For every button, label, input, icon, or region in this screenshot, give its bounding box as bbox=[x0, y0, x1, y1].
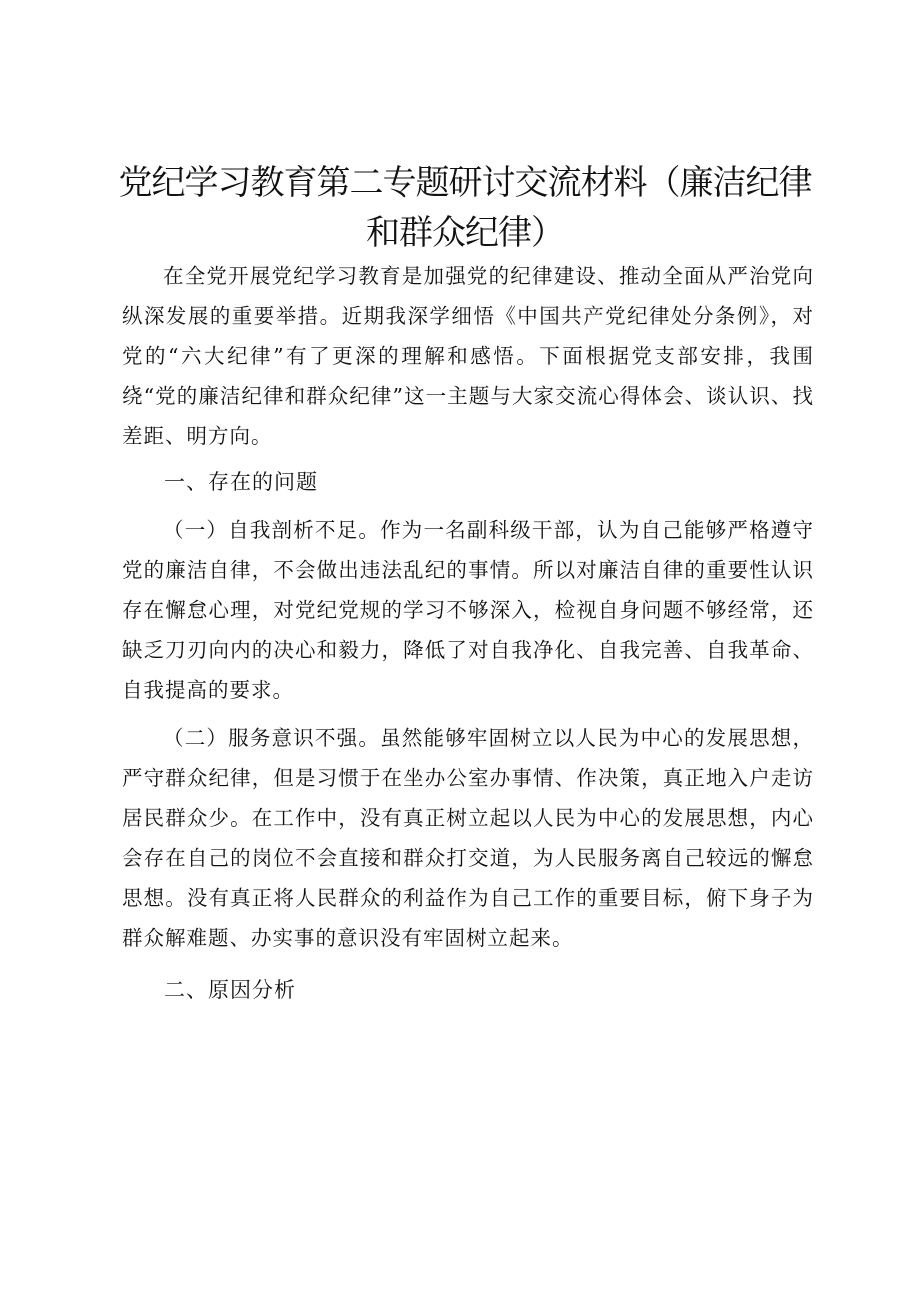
problem-item-1: （一）自我剖析不足。作为一名副科级干部，认为自己能够严格遵守党的廉洁自律，不会做出违法乱纪的事情。所以对廉洁自律的重要性认识存在懈怠心理，对党纪党规的学习不够深入，检视自身问题不够经常，还缺乏刀刃向内的决心和毅力，降低了对自我净化、自我完善、自我革命、自我提高的要求。 bbox=[122, 518, 814, 702]
intro-paragraph: 在全党开展党纪学习教育是加强党的纪律建设、推动全面从严治党向纵深发展的重要举措。近期我深学细悟《中国共产党纪律处分条例》，对党的“六大纪律”有了更深的理解和感悟。下面根据党支部安排，我围绕“党的廉洁纪律和群众纪律”这一主题与大家交流心得体会、谈认识、找差距、明方向。 bbox=[122, 264, 814, 448]
document-body bbox=[122, 256, 814, 1010]
section-heading-problems: 一、存在的问题 bbox=[164, 470, 318, 494]
document-title bbox=[110, 158, 820, 258]
problem-item-2: （二）服务意识不强。虽然能够牢固树立以人民为中心的发展思想，严守群众纪律，但是习惯于在坐办公室办事情、作决策，真正地入户走访居民群众少。在工作中，没有真正树立起以人民为中心的发展思想，内心会存在自己的岗位不会直接和群众打交道，为人民服务离自己较远的懈怠思想。没有真正将人民群众的利益作为自己工作的重要目标，俯下身子为群众解难题、办实事的意识没有牢固树立起来。 bbox=[122, 726, 814, 950]
title-line-2: 和群众纪律） bbox=[366, 213, 564, 253]
title-line-1: 党纪学习教育第二专题研讨交流材料（廉洁纪律 bbox=[118, 163, 812, 203]
section-heading-analysis: 二、原因分析 bbox=[164, 978, 296, 1002]
